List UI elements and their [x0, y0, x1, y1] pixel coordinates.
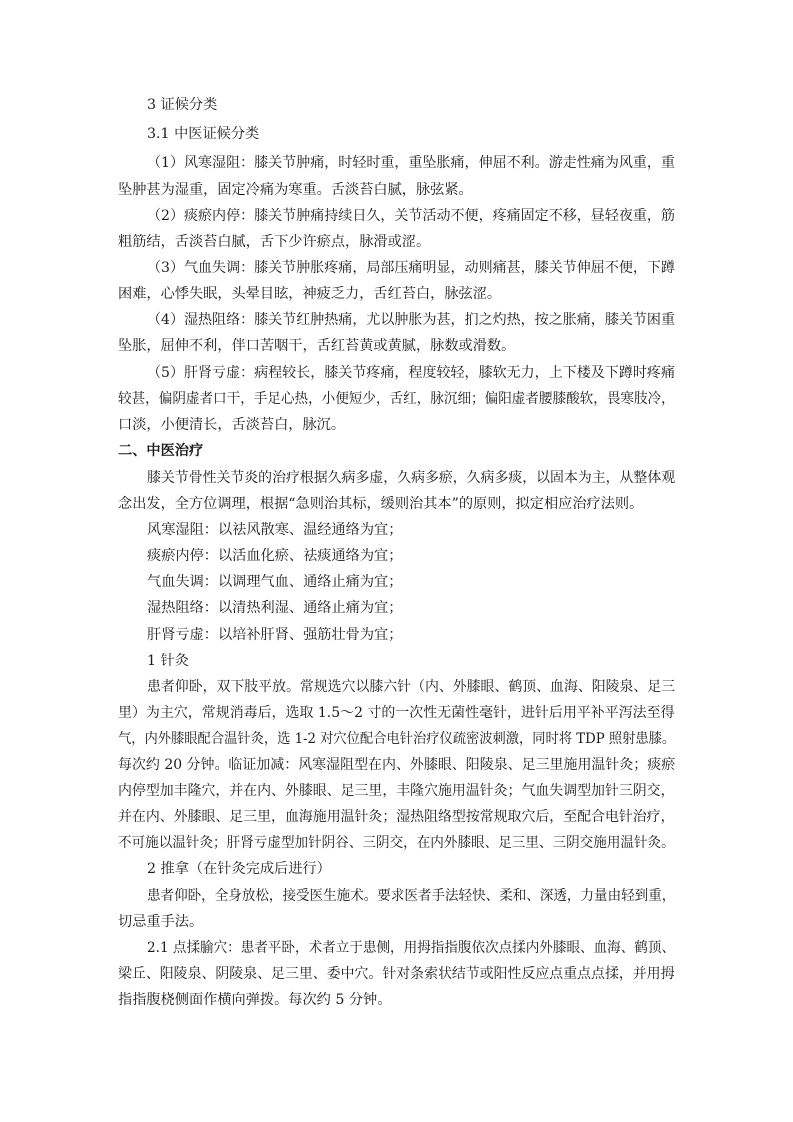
- principle-1: 风寒湿阻：以祛风散寒、温经通络为宜；: [147, 522, 403, 538]
- acupuncture-line-4: 每次约 20 分钟。临证加减：风寒湿阻型在内、外膝眼、阳陵泉、足三里施用温针灸；痰瘀: [118, 757, 676, 773]
- syndrome-5-line-3: 口淡，小便清长，舌淡苔白，脉沉。: [118, 417, 346, 433]
- syndrome-4-line-1: （4）湿热阻络：膝关节红肿热痛，尤以肿胀为甚，扪之灼热，按之胀痛，膝关节困重: [147, 312, 675, 328]
- section-3-heading: 3 证候分类: [147, 97, 218, 113]
- syndrome-5-line-1: （5）肝肾亏虚：病程较长，膝关节疼痛，程度较轻，膝软无力，上下楼及下蹲时疼痛: [147, 365, 675, 381]
- part-2-heading: 二、中医治疗: [118, 443, 204, 459]
- acupuncture-line-1: 患者仰卧，双下肢平放。常规选穴以膝六针（内、外膝眼、鹤顶、血海、阳陵泉、足三: [147, 679, 676, 695]
- section-3-1-heading: 3.1 中医证候分类: [147, 126, 260, 142]
- acupuncture-line-6: 并在内、外膝眼、足三里，血海施用温针灸；湿热阻络型按常规取穴后，至配合电针治疗，: [118, 809, 675, 825]
- point-massage-line-3: 指指腹桡侧面作横向弹拨。每次约 5 分钟。: [118, 992, 392, 1008]
- point-massage-line-1: 2.1 点揉腧穴：患者平卧，术者立于患侧，用拇指指腹依次点揉内外膝眼、血海、鹤顶、: [147, 940, 676, 956]
- principle-4: 湿热阻络：以清热利湿、通络止痛为宜；: [147, 600, 403, 616]
- syndrome-3-line-1: （3）气血失调：膝关节肿胀疼痛，局部压痛明显，动则痛甚，膝关节伸屈不便，下蹲: [147, 260, 675, 276]
- syndrome-5-line-2: 较甚，偏阴虚者口干，手足心热，小便短少，舌红，脉沉细；偏阳虚者腰膝酸软，畏寒肢冷，: [118, 391, 675, 407]
- principle-2: 痰瘀内停：以活血化瘀、祛痰通络为宜；: [147, 548, 403, 564]
- acupuncture-heading: 1 针灸: [147, 653, 189, 669]
- massage-heading: 2 推拿（在针灸完成后进行）: [147, 861, 331, 877]
- syndrome-2-line-1: （2）痰瘀内停：膝关节肿痛持续日久，关节活动不便，疼痛固定不移，昼轻夜重，筋: [147, 208, 675, 224]
- massage-line-1: 患者仰卧，全身放松，接受医生施术。要求医者手法轻快、柔和、深透，力量由轻到重，: [147, 888, 676, 904]
- treatment-intro-line-2: 念出发，全方位调理，根据“急则治其标，缓则治其本”的原则，拟定相应治疗法则。: [118, 496, 644, 512]
- syndrome-1-line-1: （1）风寒湿阻：膝关节肿痛，时轻时重，重坠胀痛，伸屈不利。游走性痛为风重，重: [147, 155, 675, 171]
- acupuncture-line-5: 内停型加丰隆穴，并在内、外膝眼、足三里，丰隆穴施用温针灸；气血失调型加针三阴交，: [118, 783, 675, 799]
- syndrome-4-line-2: 坠胀，屈伸不利，伴口苦咽干，舌红苔黄或黄腻，脉数或滑数。: [118, 338, 516, 354]
- massage-line-2: 切忌重手法。: [118, 914, 204, 930]
- acupuncture-line-3: 气，内外膝眼配合温针灸，选 1-2 对穴位配合电针治疗仪疏密波刺激，同时将 TDP 照射患膝。: [118, 731, 676, 747]
- point-massage-line-2: 梁丘、阳陵泉、阴陵泉、足三里、委中穴。针对条索状结节或阳性反应点重点点揉，并用拇: [118, 966, 675, 982]
- syndrome-1-line-2: 坠肿甚为湿重，固定冷痛为寒重。舌淡苔白腻，脉弦紧。: [118, 182, 473, 198]
- acupuncture-line-2: 里）为主穴，常规消毒后，选取 1.5～2 寸的一次性无菌性毫针，进针后用平补平泻法至得: [118, 705, 675, 721]
- acupuncture-line-7: 不可施以温针灸；肝肾亏虚型加针阴谷、三阴交，在内外膝眼、足三里、三阴交施用温针灸。: [118, 835, 675, 851]
- syndrome-3-line-2: 困难，心悸失眠，头晕目眩，神疲乏力，舌红苔白，脉弦涩。: [118, 286, 502, 302]
- principle-3: 气血失调：以调理气血、通络止痛为宜；: [147, 574, 403, 590]
- syndrome-2-line-2: 粗筋结，舌淡苔白腻，舌下少许瘀点，脉滑或涩。: [118, 234, 431, 250]
- principle-5: 肝肾亏虚：以培补肝肾、强筋壮骨为宜；: [147, 627, 403, 643]
- treatment-intro-line-1: 膝关节骨性关节炎的治疗根据久病多虚，久病多瘀，久病多痰，以固本为主，从整体观: [147, 470, 676, 486]
